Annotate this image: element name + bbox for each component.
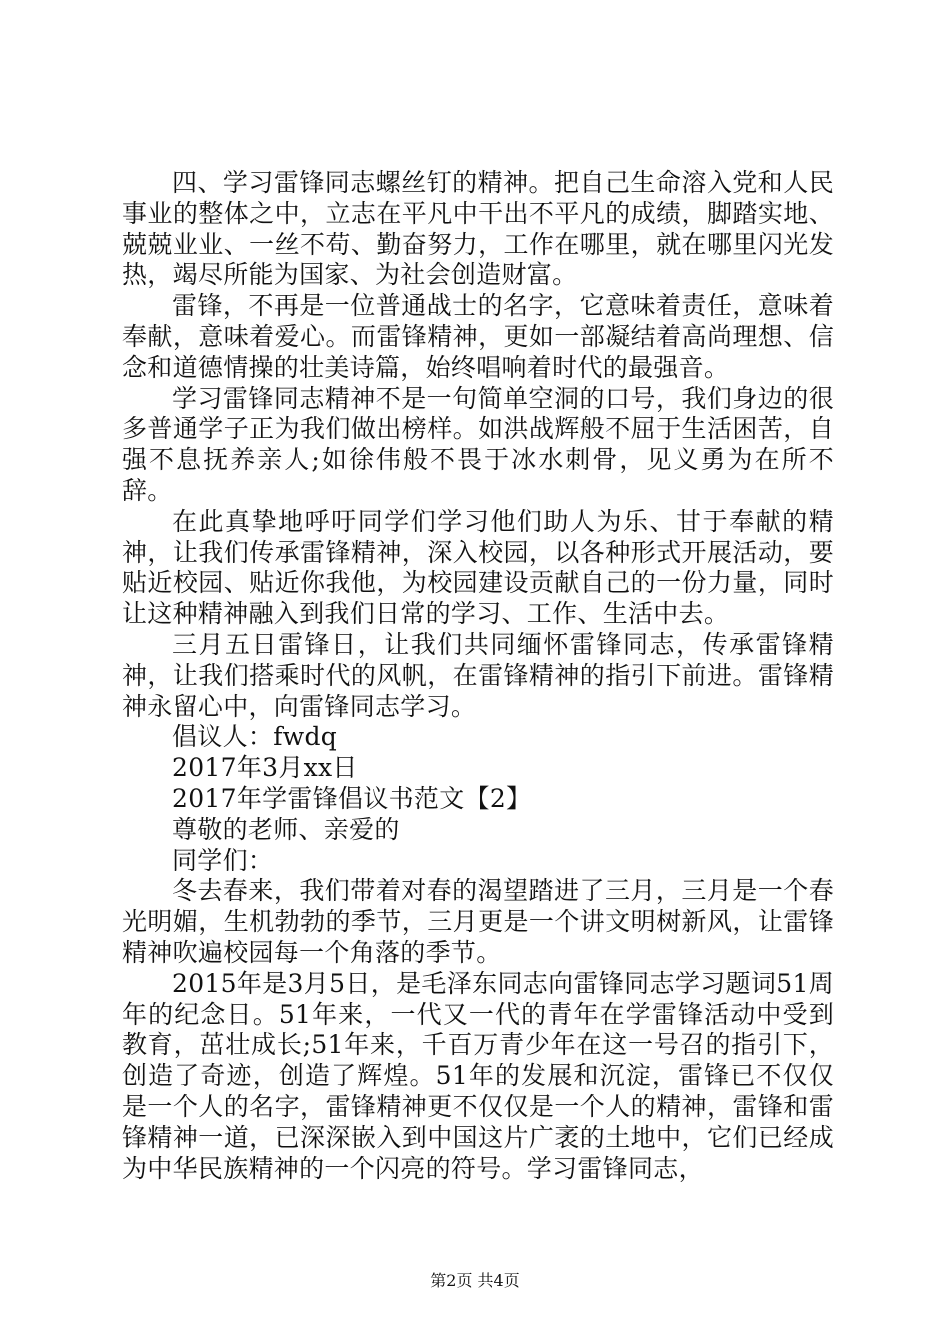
paragraph-role-models: 学习雷锋同志精神不是一句简单空洞的口号，我们身边的很多普通学子正为我们做出榜样。如洪战辉般不屈于生活困苦，自强不息抚养亲人;如徐伟般不畏于冰水刺骨，见义勇为在所不辞。 (122, 383, 834, 505)
date-line: 2017年3月xx日 (172, 753, 358, 783)
salutation-line-2: 同学们： (172, 845, 274, 875)
paragraph-march-fifth: 三月五日雷锋日，让我们共同缅怀雷锋同志，传承雷锋精神，让我们搭乘时代的风帆，在雷锋精神的指引下前进。雷锋精神永留心中，向雷锋同志学习。 (122, 629, 834, 721)
paragraph-appeal: 在此真挚地呼吁同学们学习他们助人为乐、甘于奉献的精神，让我们传承雷锋精神，深入校园，以各种形式开展活动，要贴近校园、贴近你我他，为校园建设贡献自己的一份力量，同时让这种精神融入到我们日常的学习、工作、生活中去。 (122, 506, 834, 629)
signature-line: 倡议人：fwdq (172, 722, 338, 752)
salutation-line-1: 尊敬的老师、亲爱的 (172, 814, 400, 844)
document-body (122, 168, 834, 1184)
paragraph-anniversary: 2015年是3月5日，是毛泽东同志向雷锋同志学习题词51周年的纪念日。51年来，一代又一代的青年在学雷锋活动中受到教育，茁壮成长;51年来，千百万青少年在这一号召的指引下，创造了奇迹，创造了辉煌。51年的发展和沉淀，雷锋已不仅仅是一个人的名字，雷锋精神更不仅仅是一个人的精神，雷锋和雷锋精神一道，已深深嵌入到中国这片广袤的土地中，它们已经成为中华民族精神的一个闪亮的符号。学习雷锋同志， (122, 968, 834, 1183)
paragraph-screw-spirit: 四、学习雷锋同志螺丝钉的精神。把自己生命溶入党和人民事业的整体之中，立志在平凡中干出不平凡的成绩，脚踏实地、兢兢业业、一丝不苟、勤奋努力，工作在哪里，就在哪里闪光发热，竭尽所能为国家、为社会创造财富。 (122, 168, 834, 290)
page-footer: 第2页 共4页 (430, 1271, 520, 1290)
section-title: 2017年学雷锋倡议书范文【2】 (172, 783, 532, 813)
paragraph-lei-feng-meaning: 雷锋，不再是一位普通战士的名字，它意味着责任，意味着奉献，意味着爱心。而雷锋精神，更如一部凝结着高尚理想、信念和道德情操的壮美诗篇，始终唱响着时代的最强音。 (122, 291, 834, 382)
paragraph-spring-march: 冬去春来，我们带着对春的渴望踏进了三月，三月是一个春光明媚，生机勃勃的季节，三月更是一个讲文明树新风，让雷锋精神吹遍校园每一个角落的季节。 (122, 876, 834, 967)
